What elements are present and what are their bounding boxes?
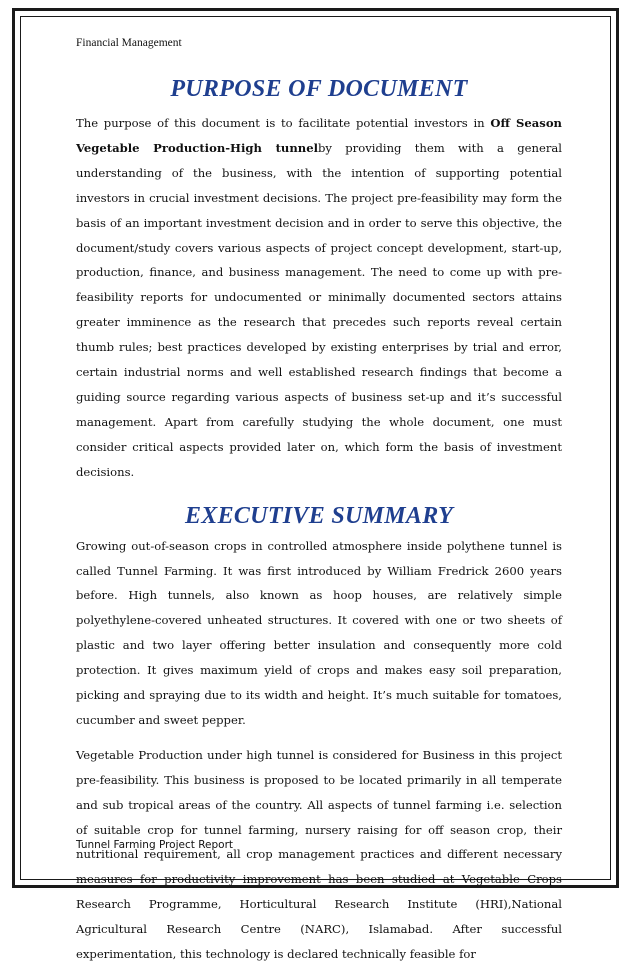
summary-paragraph-1: Growing out-of-season crops in controlled atmosphere inside polythene tunnel is called Tunnel Farming. It was first introduced by William Fredrick 2600 years before. High tunnels, also known as hoop houses, are relatively simple polyethylene-covered unheated structures. It covered with one or two sheets of plastic and two layer offering better insulation and consequently more cold protection. It gives maximum yield of crops and makes easy soil preparation, picking and spraying due to its width and height. It’s much suitable for tomatoes, cucumber and sweet pepper. <box>76 538 562 727</box>
running-header: Financial Management <box>76 37 182 49</box>
purpose-heading: PURPOSE OF DOCUMENT <box>170 76 468 102</box>
purpose-text-rest: by providing them with a general understanding of the business, with the intention of supporting potential investors in crucial investment decisions. The project pre-feasibility may form the basis of an important investment decision and in order to serve this objective, the document/study covers various aspects of project concept development, start-up, production, finance, and business management. The need to come up with pre-feasibility reports for undocumented or minimally documented sectors attains greater imminence as the research that precedes such reports reveal certain thumb rules; best practices developed by existing enterprises by trial and error, certain industrial norms and well established research findings that become a guiding source regarding various aspects of business set-up and it’s successful management. Apart from carefully studying the whole document, one must consider critical aspects provided later on, which form the basis of investment decisions. <box>76 140 563 479</box>
project-name-bold: Off Season Vegetable Production-High tunnel <box>76 116 562 155</box>
executive-summary-heading: EXECUTIVE SUMMARY <box>184 502 454 529</box>
purpose-text-lead: The purpose of this document is to facilitate potential investors in <box>76 116 491 130</box>
document-body <box>76 70 562 967</box>
summary-paragraph-2: Vegetable Production under high tunnel is considered for Business in this project pre-feasibility. This business is proposed to be located primarily in all temperate and sub tropical areas of the country. All aspects of tunnel farming i.e. selection of suitable crop for tunnel farming, nursery raising for off season crop, their nutritional requirement, all crop management practices and different necessary measures for productivity improvement has been studied at Vegetable Crops Research Programme, Horticultural Research Institute (HRI),National Agricultural Research Centre (NARC), Islamabad. After successful experimentation, this technology is declared technically feasible for <box>76 747 562 962</box>
purpose-paragraph <box>76 111 562 485</box>
running-footer: Tunnel Farming Project Report <box>76 839 234 851</box>
